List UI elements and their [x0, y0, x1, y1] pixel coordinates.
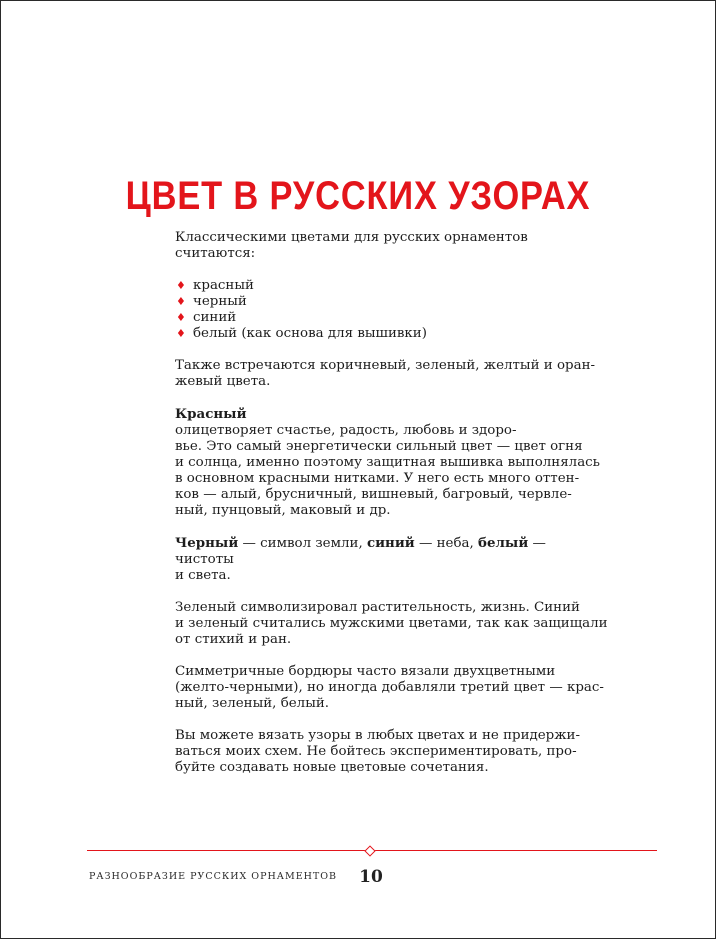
diamond-bullet-icon: ♦: [176, 311, 186, 324]
footer-diamond-icon: [364, 845, 375, 856]
diamond-bullet-icon: ♦: [176, 295, 186, 308]
list-item: ♦ черный: [176, 294, 247, 309]
colors-list: [175, 278, 585, 342]
page-title: ЦВЕТ В РУССКИХ УЗОРАХ: [125, 173, 591, 218]
page-body: [175, 230, 608, 792]
borders-paragraph: Симметричные бордюры часто вязали двухцветными (желто-черными), но иногда добавляли третий цвет — крас- ный, зеленый, белый.: [175, 664, 604, 711]
diamond-bullet-icon: ♦: [176, 279, 186, 292]
other-colors-paragraph: Также встречаются коричневый, зеленый, желтый и оран- жевый цвета.: [175, 358, 596, 389]
footer-section-title: РАЗНООБРАЗИЕ РУССКИХ ОРНАМЕНТОВ: [89, 871, 338, 882]
black-term: Черный: [175, 535, 239, 551]
intro-paragraph: Классическими цветами для русских орнаментов считаются:: [175, 230, 528, 261]
advice-paragraph: Вы можете вязать узоры в любых цветах и не придержи- ваться моих схем. Не бойтесь экспериментировать, про- буйте создавать новые цветовые сочетания.: [175, 728, 581, 775]
diamond-bullet-icon: ♦: [176, 327, 186, 340]
red-term: Красный: [175, 406, 247, 422]
page-number: 10: [359, 867, 383, 887]
blue-term: синий: [366, 535, 415, 551]
list-item: ♦ синий: [176, 310, 237, 325]
list-item: ♦ красный: [176, 278, 254, 293]
white-term: белый: [478, 535, 529, 551]
green-paragraph: Зеленый символизировал растительность, жизнь. Синий и зеленый считались мужскими цветами, так как защищали от стихий и ран.: [175, 600, 608, 647]
red-paragraph: Красный олицетворяет счастье, радость, любовь и здоро- вье. Это самый энергетически сильный цвет — цвет огня и солнца, именно поэтому защитная вышивка выполнялась в основном красными нитками. У него есть много оттен- ков — алый, брусничный, вишневый, багровый, червле- ный, пунцовый, маковый и др.: [175, 406, 600, 518]
list-item: ♦ белый (как основа для вышивки): [176, 326, 427, 341]
black-blue-white-paragraph: Черный — символ земли, синий — неба, белый — чистоты и света.: [175, 535, 546, 583]
